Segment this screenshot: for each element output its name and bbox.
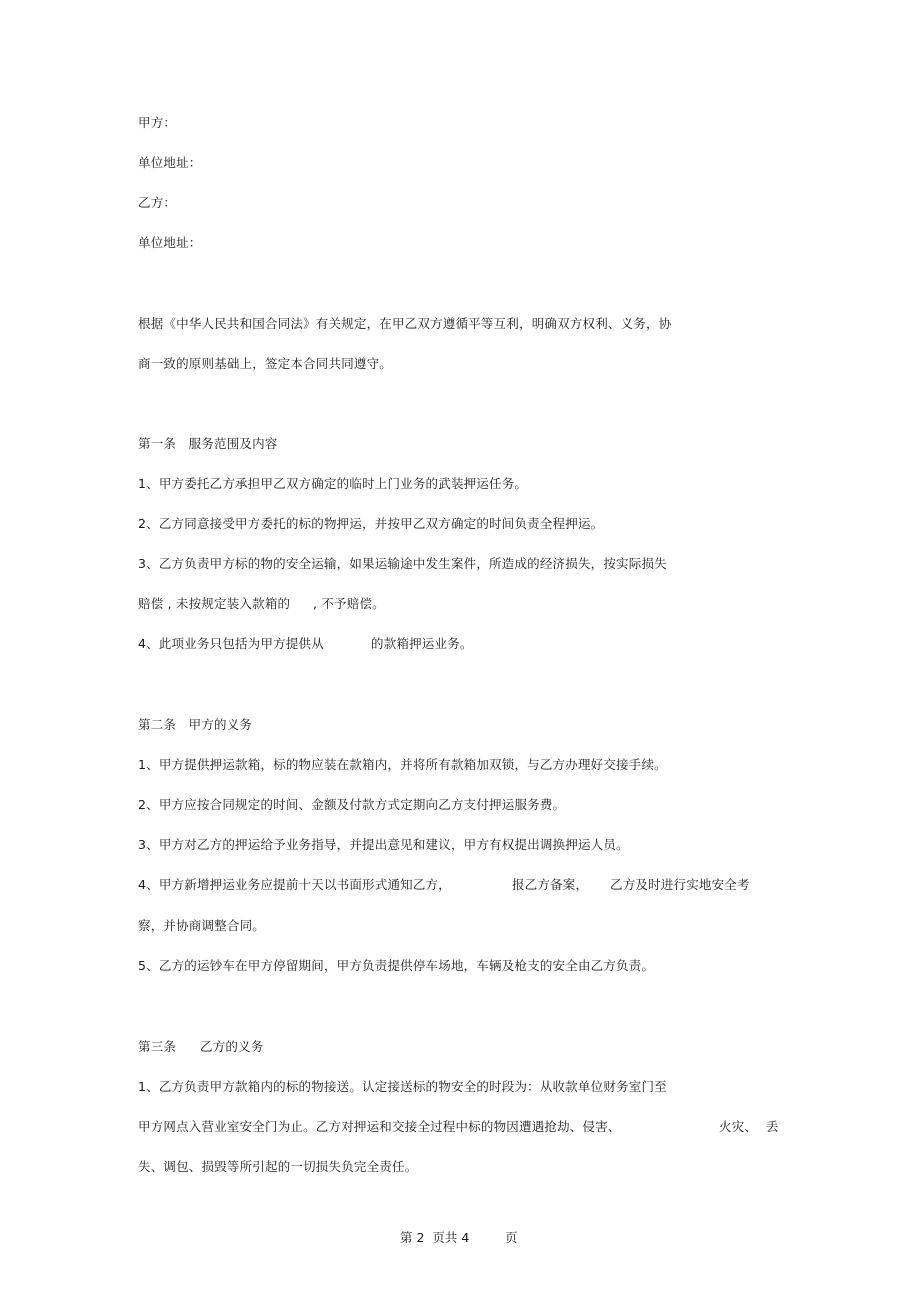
party-a-address-label: 单位地址： — [138, 155, 202, 170]
party-b-address-label: 单位地址： — [138, 235, 202, 250]
article-1-item-4a: 4、此项业务只包括为甲方提供从 — [138, 636, 324, 651]
article-2-item-3: 3、甲方对乙方的押运给予业务指导，并提出意见和建议，甲方有权提出调换押运人员。 — [138, 837, 629, 852]
article-2-item-1: 1、甲方提供押运款箱，标的物应装在款箱内，并将所有款箱加双锁，与乙方办理好交接手续。 — [138, 757, 667, 772]
page-number-suffix: 页 — [505, 1230, 518, 1245]
article-2-item-2: 2、甲方应按合同规定的时间、金额及付款方式定期向乙方支付押运服务费。 — [138, 797, 566, 812]
article-1-item-3-line-2a: 赔偿 , 未按规定装入款箱的 — [138, 596, 291, 611]
article-1-heading: 第一条 服务范围及内容 — [138, 436, 278, 451]
article-3-item-1-line-2b: 火灾、 — [719, 1119, 758, 1134]
article-1-item-3-line-2b: , 不予赔偿。 — [313, 596, 385, 611]
article-3-heading-title: 乙方的义务 — [200, 1039, 264, 1054]
article-3-item-1-line-2c: 丢 — [766, 1119, 779, 1134]
article-3-item-1-line-1: 1、乙方负责甲方款箱内的标的物接送。认定接送标的物安全的时段为：从收款单位财务室门至 — [138, 1079, 667, 1094]
article-1-item-1: 1、甲方委托乙方承担甲乙双方确定的临时上门业务的武装押运任务。 — [138, 476, 528, 491]
article-2-heading: 第二条 甲方的义务 — [138, 717, 253, 732]
article-2-item-5: 5、乙方的运钞车在甲方停留期间，甲方负责提供停车场地，车辆及枪支的安全由乙方负责。 — [138, 958, 655, 973]
article-3-item-1-line-2a: 甲方网点入营业室安全门为止。乙方对押运和交接全过程中标的物因遭遇抢劫、侵害、 — [138, 1119, 621, 1134]
party-a-label: 甲方： — [138, 115, 177, 130]
article-1-item-2: 2、乙方同意接受甲方委托的标的物押运，并按甲乙双方确定的时间负责全程押运。 — [138, 516, 604, 531]
article-2-item-4c: 乙方及时进行实地安全考 — [610, 877, 750, 892]
page-number: 第 2 页共 4 — [400, 1230, 470, 1245]
preamble-line-1: 根据《中华人民共和国合同法》有关规定，在甲乙双方遵循平等互利，明确双方权利、义务，协 — [138, 316, 672, 331]
article-2-item-4a: 4、甲方新增押运业务应提前十天以书面形式通知乙方， — [138, 877, 451, 892]
article-2-item-4-line-2: 察，并协商调整合同。 — [138, 918, 266, 933]
preamble-line-2: 商一致的原则基础上，签定本合同共同遵守。 — [138, 356, 393, 371]
article-3-item-1-line-3: 失、调包、损毁等所引起的一切损失负完全责任。 — [138, 1159, 418, 1174]
party-b-label: 乙方： — [138, 195, 177, 210]
article-1-item-3-line-1: 3、乙方负责甲方标的物的安全运输，如果运输途中发生案件，所造成的经济损失，按实际损失 — [138, 556, 667, 571]
article-1-item-4b: 的款箱押运业务。 — [371, 636, 473, 651]
article-3-heading-number: 第三条 — [138, 1039, 177, 1054]
article-2-item-4b: 报乙方备案， — [512, 877, 589, 892]
